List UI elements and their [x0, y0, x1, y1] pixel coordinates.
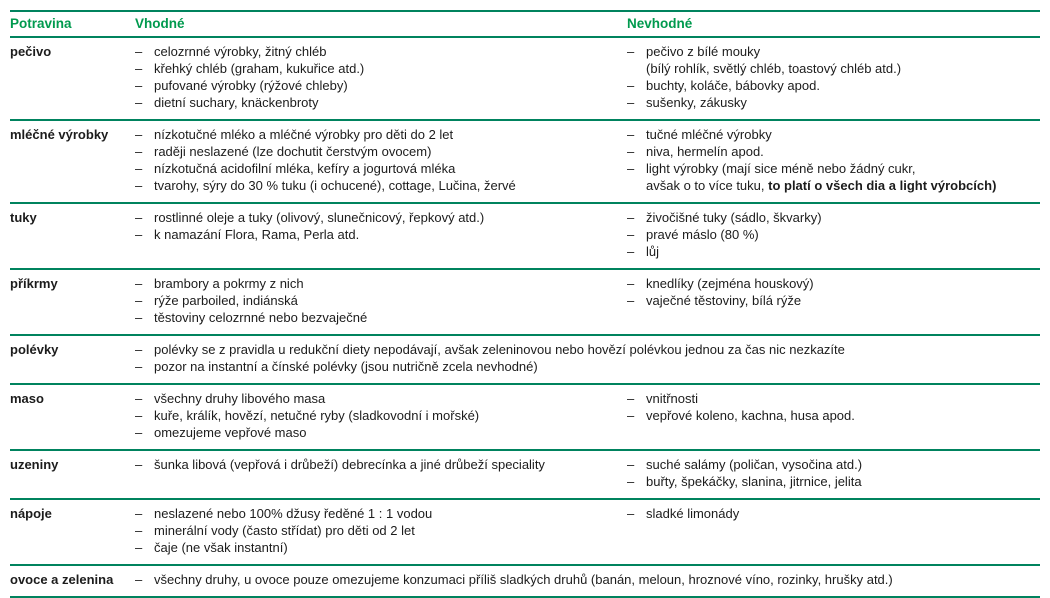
- list-item: [627, 505, 1034, 522]
- dash-bullet: –: [135, 227, 143, 242]
- list-item: [627, 390, 1034, 407]
- item-text: šunka libová (vepřová i drůbeží) debrecínka a jiné drůbeží speciality: [154, 457, 545, 472]
- item-text: knedlíky (zejména houskový): [646, 276, 814, 291]
- nevhodne-cell: [627, 269, 1040, 335]
- item-text: vnitřnosti: [646, 391, 699, 406]
- header-row: [10, 11, 1040, 37]
- dash-bullet: –: [627, 161, 635, 176]
- list-item: [627, 94, 1034, 111]
- item-text: brambory a pokrmy z nich: [154, 276, 304, 291]
- list-item: [135, 43, 621, 60]
- item-text: lůj: [646, 244, 660, 259]
- dash-bullet: –: [627, 276, 635, 291]
- dash-bullet: –: [135, 161, 143, 176]
- list-item: [135, 226, 621, 243]
- list-item: [135, 424, 621, 441]
- vhodne-cell: [135, 37, 627, 120]
- list-item: [135, 77, 621, 94]
- item-text: pravé máslo (80 %): [646, 227, 759, 242]
- dash-bullet: –: [627, 457, 635, 472]
- list-item: [135, 505, 621, 522]
- item-text: polévky se z pravidla u redukční diety nepodávají, avšak zeleninovou nebo hovězí polévkou jednou za čas nic nezkazíte: [154, 342, 845, 357]
- list-item: [135, 177, 621, 194]
- nevhodne-cell: [627, 384, 1040, 450]
- dash-bullet: –: [627, 474, 635, 489]
- column-header-nevhodne: Nevhodné: [627, 11, 1040, 37]
- dash-bullet: –: [627, 408, 635, 423]
- item-text: avšak o to více tuku, to platí o všech dia a light výrobcích): [646, 178, 997, 193]
- table-row: [10, 384, 1040, 450]
- dash-bullet: –: [135, 144, 143, 159]
- table-row: [10, 335, 1040, 384]
- list-item: [627, 407, 1034, 424]
- item-text: všechny druhy libového masa: [154, 391, 326, 406]
- column-header-vhodne: Vhodné: [135, 11, 627, 37]
- dash-bullet: –: [627, 144, 635, 159]
- item-text: těstoviny celozrnné nebo bezvaječné: [154, 310, 368, 325]
- column-header-potravina: Potravina: [10, 11, 135, 37]
- item-text: celozrnné výrobky, žitný chléb: [154, 44, 327, 59]
- list-item: [627, 126, 1034, 143]
- list-item: [135, 209, 621, 226]
- item-text: nízkotučná acidofilní mléka, kefíry a jogurtová mléka: [154, 161, 456, 176]
- list-item: [135, 94, 621, 111]
- list-item: [135, 571, 1034, 588]
- dash-bullet: –: [135, 342, 143, 357]
- item-text: rostlinné oleje a tuky (olivový, slunečnicový, řepkový atd.): [154, 210, 485, 225]
- nevhodne-cell: [627, 203, 1040, 269]
- dash-bullet: [627, 177, 646, 194]
- dash-bullet: –: [135, 127, 143, 142]
- vhodne-cell: [135, 120, 627, 203]
- item-text: nízkotučné mléko a mléčné výrobky pro děti do 2 let: [154, 127, 454, 142]
- dash-bullet: –: [135, 44, 143, 59]
- item-text: tučné mléčné výrobky: [646, 127, 772, 142]
- list-item: [627, 226, 1034, 243]
- item-text: sušenky, zákusky: [646, 95, 747, 110]
- vhodne-cell: [135, 335, 1040, 384]
- dash-bullet: –: [135, 391, 143, 406]
- nevhodne-cell: [627, 120, 1040, 203]
- list-item: [135, 539, 621, 556]
- list-item: [627, 292, 1034, 309]
- category-cell: tuky: [10, 203, 135, 269]
- dash-bullet: –: [135, 425, 143, 440]
- list-item: [135, 390, 621, 407]
- food-recommendation-table: [10, 10, 1040, 598]
- dash-bullet: –: [135, 572, 143, 587]
- list-item: [627, 456, 1034, 473]
- item-text: tvarohy, sýry do 30 % tuku (i ochucené), cottage, Lučina, žervé: [154, 178, 516, 193]
- list-item-continuation: [627, 177, 1034, 194]
- item-text: k namazání Flora, Rama, Perla atd.: [154, 227, 360, 242]
- item-text: dietní suchary, knäckenbroty: [154, 95, 319, 110]
- dash-bullet: [627, 60, 646, 77]
- dash-bullet: –: [627, 244, 635, 259]
- dash-bullet: –: [135, 310, 143, 325]
- list-item: [627, 143, 1034, 160]
- dash-bullet: –: [135, 78, 143, 93]
- table-row: [10, 37, 1040, 120]
- list-item: [135, 522, 621, 539]
- dash-bullet: –: [135, 276, 143, 291]
- dash-bullet: –: [135, 359, 143, 374]
- dash-bullet: –: [627, 293, 635, 308]
- dash-bullet: –: [135, 210, 143, 225]
- item-text: živočišné tuky (sádlo, škvarky): [646, 210, 822, 225]
- item-text: (bílý rohlík, světlý chléb, toastový chléb atd.): [646, 61, 902, 76]
- category-cell: pečivo: [10, 37, 135, 120]
- vhodne-cell: [135, 269, 627, 335]
- list-item: [627, 209, 1034, 226]
- item-text: buchty, koláče, bábovky apod.: [646, 78, 820, 93]
- category-cell: ovoce a zelenina: [10, 565, 135, 597]
- dash-bullet: –: [135, 523, 143, 538]
- nevhodne-cell: [627, 450, 1040, 499]
- item-text: omezujeme vepřové maso: [154, 425, 307, 440]
- category-cell: nápoje: [10, 499, 135, 565]
- list-item: [627, 275, 1034, 292]
- item-text: vepřové koleno, kachna, husa apod.: [646, 408, 855, 423]
- dash-bullet: –: [135, 457, 143, 472]
- item-text: light výrobky (mají sice méně nebo žádný cukr,: [646, 161, 916, 176]
- list-item: [627, 160, 1034, 177]
- list-item: [135, 358, 1034, 375]
- list-item: [135, 292, 621, 309]
- list-item: [135, 456, 621, 473]
- list-item: [135, 126, 621, 143]
- dash-bullet: –: [135, 408, 143, 423]
- category-cell: maso: [10, 384, 135, 450]
- table-row: [10, 499, 1040, 565]
- dash-bullet: –: [135, 506, 143, 521]
- list-item: [135, 275, 621, 292]
- list-item-continuation: [627, 60, 1034, 77]
- category-cell: příkrmy: [10, 269, 135, 335]
- item-text: čaje (ne však instantní): [154, 540, 288, 555]
- list-item: [627, 243, 1034, 260]
- table-row: [10, 120, 1040, 203]
- category-cell: uzeniny: [10, 450, 135, 499]
- item-text: křehký chléb (graham, kukuřice atd.): [154, 61, 365, 76]
- item-text: minerální vody (často střídat) pro děti od 2 let: [154, 523, 415, 538]
- nevhodne-cell: [627, 499, 1040, 565]
- item-text: neslazené nebo 100% džusy ředěné 1 : 1 vodou: [154, 506, 433, 521]
- dash-bullet: –: [627, 95, 635, 110]
- list-item: [135, 407, 621, 424]
- list-item: [627, 473, 1034, 490]
- item-text: sladké limonády: [646, 506, 740, 521]
- dash-bullet: –: [135, 61, 143, 76]
- vhodne-cell: [135, 450, 627, 499]
- item-text: raději neslazené (lze dochutit čerstvým ovocem): [154, 144, 432, 159]
- vhodne-cell: [135, 384, 627, 450]
- item-text: vaječné těstoviny, bílá rýže: [646, 293, 802, 308]
- dash-bullet: –: [627, 391, 635, 406]
- item-text: pozor na instantní a čínské polévky (jsou nutričně zcela nevhodné): [154, 359, 538, 374]
- item-text: pečivo z bílé mouky: [646, 44, 761, 59]
- dash-bullet: –: [135, 293, 143, 308]
- category-cell: mléčné výrobky: [10, 120, 135, 203]
- item-text: všechny druhy, u ovoce pouze omezujeme konzumaci příliš sladkých druhů (banán, meloun, hroznové víno, rozinky, hrušky atd.): [154, 572, 893, 587]
- vhodne-cell: [135, 499, 627, 565]
- dash-bullet: –: [135, 178, 143, 193]
- dash-bullet: –: [627, 227, 635, 242]
- vhodne-cell: [135, 203, 627, 269]
- table-row: [10, 450, 1040, 499]
- item-text: niva, hermelín apod.: [646, 144, 764, 159]
- list-item: [135, 160, 621, 177]
- table-row: [10, 269, 1040, 335]
- category-cell: polévky: [10, 335, 135, 384]
- table-row: [10, 203, 1040, 269]
- item-text: pufované výrobky (rýžové chleby): [154, 78, 348, 93]
- dash-bullet: –: [135, 95, 143, 110]
- list-item: [135, 309, 621, 326]
- nevhodne-cell: [627, 37, 1040, 120]
- dash-bullet: –: [627, 127, 635, 142]
- item-text: rýže parboiled, indiánská: [154, 293, 298, 308]
- list-item: [627, 77, 1034, 94]
- dash-bullet: –: [627, 210, 635, 225]
- dash-bullet: –: [135, 540, 143, 555]
- vhodne-cell: [135, 565, 1040, 597]
- list-item: [135, 143, 621, 160]
- list-item: [135, 341, 1034, 358]
- list-item: [627, 43, 1034, 60]
- dash-bullet: –: [627, 506, 635, 521]
- item-text: suché salámy (poličan, vysočina atd.): [646, 457, 863, 472]
- item-text: kuře, králík, hovězí, netučné ryby (sladkovodní i mořské): [154, 408, 480, 423]
- dash-bullet: –: [627, 78, 635, 93]
- item-text: buřty, špekáčky, slanina, jitrnice, jelita: [646, 474, 862, 489]
- table-row: [10, 565, 1040, 597]
- list-item: [135, 60, 621, 77]
- dash-bullet: –: [627, 44, 635, 59]
